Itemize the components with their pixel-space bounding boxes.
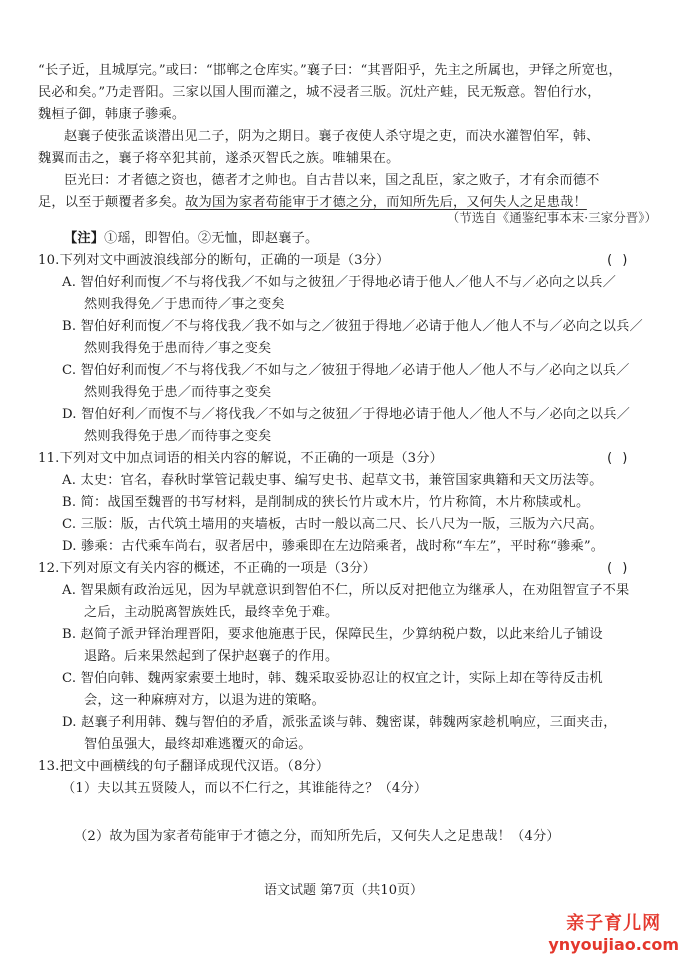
q11-option-a: A. 太史：官名，春秋时掌管记载史事、编写史书、起草文书，兼管国家典籍和天文历法等。 <box>62 473 603 488</box>
q10-option-a-line1: A. 智伯好利而愎／不与将伐我／不如与之彼狃／于得地必请于他人／他人不与／必向之以兵／ <box>62 275 617 290</box>
q10-option-b-line2: 然则我得免于患而待／事之变矣 <box>84 341 272 356</box>
q10-answer-paren[interactable]: ( ) <box>605 253 629 268</box>
q10-option-b-line1: B. 智伯好利而愎／不与将伐我／我不如与之／彼狃于得地／必请于他人／他人不与／必向之以兵／ <box>62 319 643 334</box>
passage-line-4: 赵襄子使张孟谈潜出见二子，阴为之期日。襄子夜使人杀守堤之吏，而决水灌智伯军，韩、 <box>64 129 600 144</box>
passage-line-1: “长子近，且城厚完。”或曰：“邯郸之仓库实。”襄子曰：“其晋阳乎，先主之所属也，尹铎之所宽也， <box>38 63 622 78</box>
underlined-sentence: 故为国为家者苟能审于才德之分，而知所先后，又何失人之足患哉！ <box>185 195 587 210</box>
q12-option-b-line2: 退路。后来果然起到了保护赵襄子的作用。 <box>84 649 339 664</box>
watermark-cn: 亲子育儿网 <box>566 913 662 934</box>
q10-stem: 10.下列对文中画波浪线部分的断句，正确的一项是（3分） <box>38 253 390 268</box>
q10-option-c-line1: C. 智伯好利而愎／不与将伐我／不如与之／彼狃于得地／必请于他人／他人不与／必向之以兵／ <box>62 363 630 378</box>
q13-stem: 13.把文中画横线的句子翻译成现代汉语。（8分） <box>38 759 330 774</box>
q11-stem: 11.下列对文中加点词语的相关内容的解说，不正确的一项是（3分） <box>38 451 444 466</box>
q10-option-d-line1: D. 智伯好利／而愎不与／将伐我／不如与之彼狃／于得地必请于他人／他人不与／必向之以兵／ <box>62 407 630 422</box>
passage-line-2: 民必和矣。”乃走晋阳。三家以国人围而灌之，城不浸者三版。沉灶产蛙，民无叛意。智伯行水， <box>38 85 601 100</box>
note-label: 【注】 <box>64 231 105 246</box>
q11-option-d: D. 骖乘：古代乘车尚右，驭者居中，骖乘即在左边陪乘者，战时称“车左”，平时称“骖乘”。 <box>62 539 605 554</box>
q10-option-d-line2: 然则我得免于患／而待事之变矣 <box>84 429 272 444</box>
q12-option-c-line1: C. 智伯向韩、魏两家索要土地时，韩、魏采取妥协忍让的权宜之计，实际上却在等待反击机 <box>62 671 603 686</box>
q12-option-d-line2: 智伯虽强大，最终却难逃覆灭的命运。 <box>84 737 312 752</box>
watermark-en: ynyoujiao.com <box>548 935 679 954</box>
q12-option-c-line2: 会，这一种麻痹对方，以退为进的策略。 <box>84 693 325 708</box>
q13-sub1: （1）夫以其五贤陵人，而以不仁行之，其谁能待之？（4分） <box>62 781 428 796</box>
q12-option-a-line1: A. 智果颇有政治远见，因为早就意识到智伯不仁，所以反对把他立为继承人，在劝阻智宣子不果 <box>62 583 630 598</box>
q12-option-a-line2: 之后，主动脱离智族姓氏，最终幸免于难。 <box>84 605 339 620</box>
q10-option-c-line2: 然则我得免于患／而待事之变矣 <box>84 385 272 400</box>
q12-answer-paren[interactable]: ( ) <box>605 561 629 576</box>
q12-stem: 12.下列对原文有关内容的概述，不正确的一项是（3分） <box>38 561 377 576</box>
q12-option-d-line1: D. 赵襄子利用韩、魏与智伯的矛盾，派张孟谈与韩、魏密谋，韩魏两家趁机响应，三面夹击， <box>62 715 617 730</box>
note-text: ①瑶，即智伯。②无恤，即赵襄子。 <box>104 231 319 246</box>
watermark-logo <box>548 913 679 955</box>
q12-option-b-line1: B. 赵简子派尹铎治理晋阳，要求他施惠于民，保障民生，少算纳税户数，以此来给儿子铺设 <box>62 627 603 642</box>
passage-line-7-text: 足，以至于颠覆者多矣。 <box>38 195 186 210</box>
passage-line-6: 臣光曰：才者德之资也，德者才之帅也。自古昔以来，国之乱臣，家之败子，才有余而德不 <box>64 173 600 188</box>
note <box>64 228 318 250</box>
q11-option-c: C. 三版：版，古代筑土墙用的夹墙板，古时一般以高二尺、长八尺为一版，三版为六尺高。 <box>62 517 603 532</box>
passage-line-5: 魏翼而击之，襄子将卒犯其前，遂杀灭智氏之族。唯辅果在。 <box>38 151 400 166</box>
q11-option-b: B. 简：战国至魏晋的书写材料，是削制成的狭长竹片或木片，竹片称简，木片称牍或札。 <box>62 495 590 510</box>
source-citation: （节选自《通鉴纪事本末·三家分晋》） <box>446 210 657 225</box>
q10-option-a-line2: 然则我得免／于患而待／事之变矣 <box>84 297 285 312</box>
q13-sub2: （2）故为国为家者苟能审于才德之分，而知所先后，又何失人之足患哉！（4分） <box>74 829 560 844</box>
q11-answer-paren[interactable]: ( ) <box>605 451 629 466</box>
page-footer: 语文试题 第7页（共10页） <box>264 883 423 898</box>
passage-line-3: 魏桓子御，韩康子骖乘。 <box>38 107 186 122</box>
